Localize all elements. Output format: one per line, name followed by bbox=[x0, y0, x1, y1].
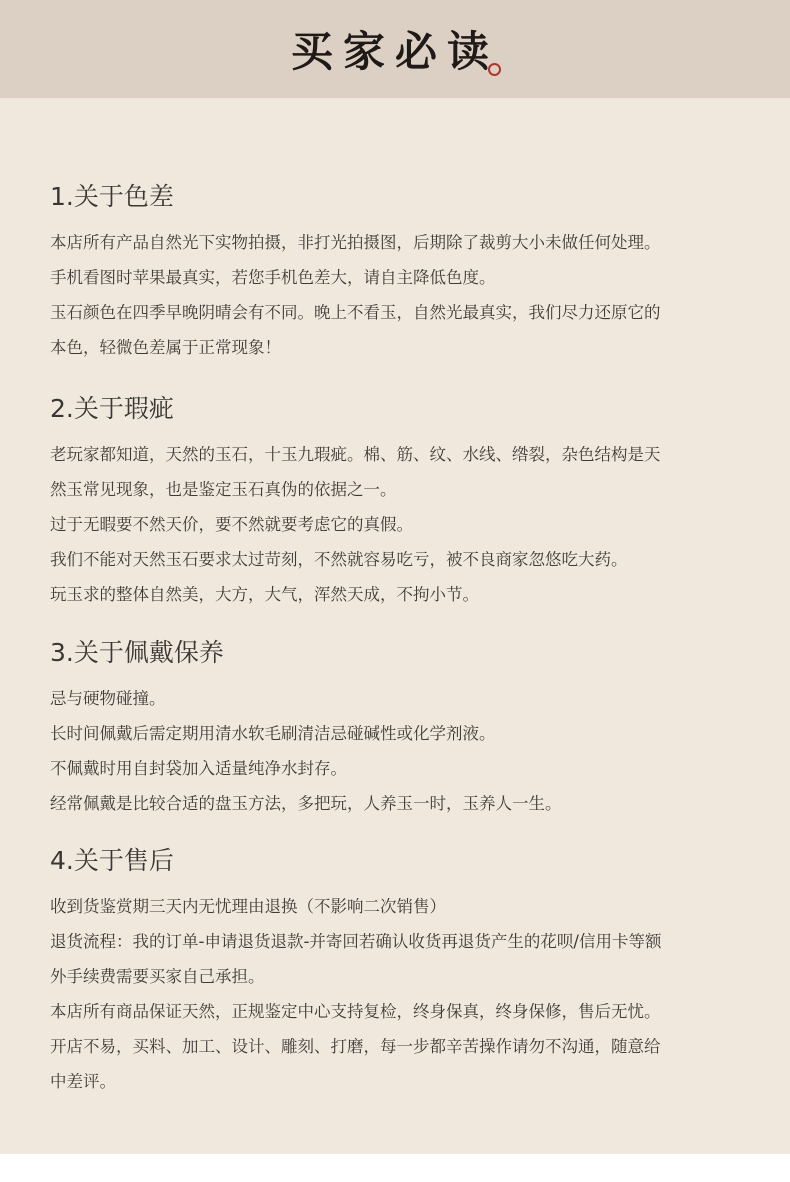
section-line: 长时间佩戴后需定期用清水软毛刷清洁忌碰碱性或化学剂液。 bbox=[50, 724, 496, 743]
section-line: 本店所有产品自然光下实物拍摄，非打光拍摄图，后期除了裁剪大小未做任何处理。 bbox=[50, 233, 661, 252]
section-line: 本色，轻微色差属于正常现象！ bbox=[50, 338, 281, 357]
section-line: 外手续费需要买家自己承担。 bbox=[50, 967, 265, 986]
section-line: 过于无暇要不然天价，要不然就要考虑它的真假。 bbox=[50, 515, 413, 534]
notice-content bbox=[0, 98, 790, 1154]
section-line: 玩玉求的整体自然美，大方，大气，浑然天成，不拘小节。 bbox=[50, 585, 479, 604]
section-line: 不佩戴时用自封袋加入适量纯净水封存。 bbox=[50, 759, 347, 778]
section-line: 然玉常见现象，也是鉴定玉石真伪的依据之一。 bbox=[50, 480, 397, 499]
section-color-difference bbox=[50, 180, 750, 365]
section-line: 本店所有商品保证天然，正规鉴定中心支持复检，终身保真，终身保修，售后无忧。 bbox=[50, 1002, 661, 1021]
section-heading: 4.关于售后 bbox=[50, 846, 174, 875]
section-heading: 3.关于佩戴保养 bbox=[50, 638, 224, 667]
section-line: 收到货鉴赏期三天内无忧理由退换（不影响二次销售） bbox=[50, 897, 446, 916]
section-line: 经常佩戴是比较合适的盘玉方法，多把玩，人养玉一时，玉养人一生。 bbox=[50, 794, 562, 813]
section-line: 手机看图时苹果最真实，若您手机色差大，请自主降低色度。 bbox=[50, 268, 496, 287]
header-banner bbox=[0, 0, 790, 98]
section-after-sales bbox=[50, 844, 750, 1099]
section-line: 老玩家都知道，天然的玉石，十玉九瑕疵。棉、筋、纹、水线、绺裂，杂色结构是天 bbox=[50, 445, 661, 464]
section-care bbox=[50, 636, 750, 821]
section-flaws bbox=[50, 392, 750, 612]
section-heading: 1.关于色差 bbox=[50, 182, 174, 211]
page-title: 买家必读 bbox=[290, 27, 499, 76]
section-line: 我们不能对天然玉石要求太过苛刻，不然就容易吃亏，被不良商家忽悠吃大药。 bbox=[50, 550, 628, 569]
section-line: 中差评。 bbox=[50, 1072, 116, 1091]
section-line: 玉石颜色在四季早晚阴晴会有不同。晚上不看玉，自然光最真实，我们尽力还原它的 bbox=[50, 303, 661, 322]
section-line: 开店不易，买料、加工、设计、雕刻、打磨，每一步都辛苦操作请勿不沟通，随意给 bbox=[50, 1037, 661, 1056]
section-heading: 2.关于瑕疵 bbox=[50, 394, 174, 423]
section-line: 退货流程：我的订单-申请退货退款-并寄回若确认收货再退货产生的花呗/信用卡等额 bbox=[50, 932, 662, 951]
seal-circle-icon bbox=[488, 63, 501, 76]
section-line: 忌与硬物碰撞。 bbox=[50, 689, 166, 708]
